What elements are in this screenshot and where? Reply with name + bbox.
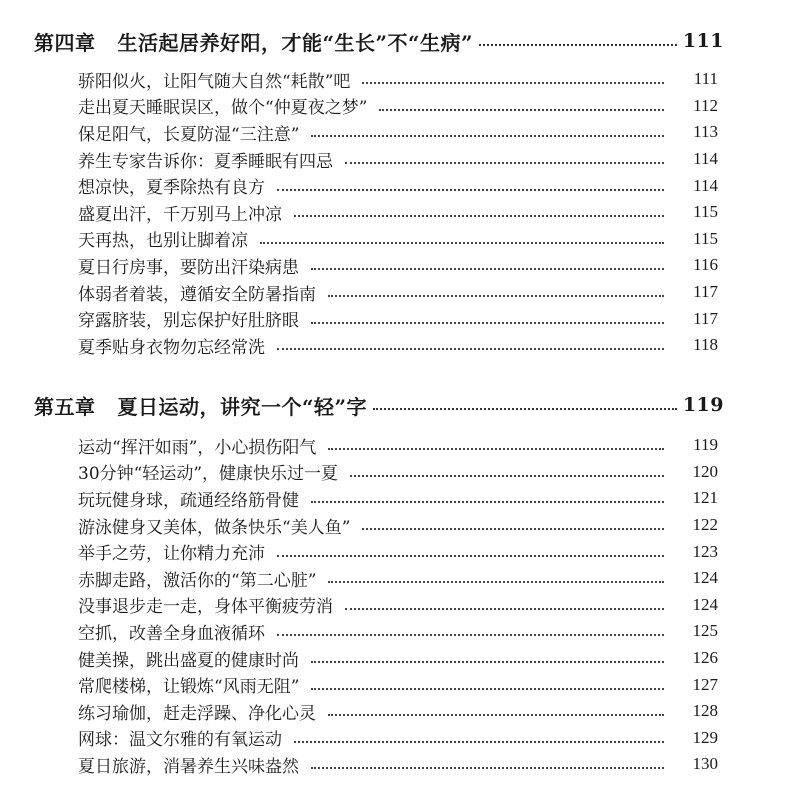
entry-page-number: 111 <box>693 69 718 89</box>
toc-entry <box>78 305 718 332</box>
entry-page-number: 128 <box>692 701 718 721</box>
entry-title: 穿露脐装，别忘保护好肚脐眼 <box>78 311 299 332</box>
entry-title: 游泳健身又美体，做条快乐“美人鱼” <box>78 517 351 538</box>
entry-page-number: 115 <box>693 202 718 222</box>
dot-leader <box>294 741 664 743</box>
toc-entry <box>78 146 718 173</box>
entry-page-number: 127 <box>692 674 718 694</box>
entry-page-number: 117 <box>693 308 718 328</box>
entry-page-number: 116 <box>693 255 718 275</box>
entry-title: 举手之劳，让你精力充沛 <box>78 544 265 565</box>
dot-leader <box>345 608 664 610</box>
entry-title: 玩玩健身球，疏通经络筋骨健 <box>78 490 299 511</box>
chapter-heading-5 <box>34 388 724 422</box>
entry-title: 走出夏天睡眠误区，做个“仲夏夜之梦” <box>78 98 368 119</box>
dot-leader <box>311 322 664 324</box>
entry-page-number: 114 <box>693 175 718 195</box>
toc-entry <box>78 671 718 698</box>
chapter-number: 第四章 <box>34 30 96 55</box>
entry-title: 夏季贴身衣物勿忘经常洗 <box>78 337 265 358</box>
dot-leader <box>277 348 664 350</box>
toc-entry <box>78 618 718 645</box>
entry-title: 常爬楼梯，让锻炼“风雨无阻” <box>78 677 300 698</box>
entry-page-number: 119 <box>693 435 718 455</box>
entry-page-number: 118 <box>693 335 718 355</box>
dot-leader <box>311 661 664 663</box>
dot-leader <box>328 448 664 450</box>
dot-leader <box>294 215 664 217</box>
toc-entry <box>78 698 718 725</box>
entry-title: 赤脚走路，激活你的“第二心脏” <box>78 570 317 591</box>
dot-leader <box>277 555 664 557</box>
dot-leader <box>311 688 664 690</box>
toc-entry <box>78 725 718 752</box>
entry-page-number: 129 <box>692 727 718 747</box>
dot-leader <box>350 475 664 477</box>
chapter-5-entries <box>78 432 718 778</box>
dot-leader <box>311 135 664 137</box>
dot-leader <box>311 767 664 769</box>
entry-title: 空抓，改善全身血液循环 <box>78 623 265 644</box>
entry-title: 没事退步走一走，身体平衡疲劳消 <box>78 597 333 618</box>
dot-leader <box>362 82 664 84</box>
toc-entry <box>78 565 718 592</box>
dot-leader <box>277 634 664 636</box>
entry-title: 保足阳气，长夏防湿“三注意” <box>78 124 300 145</box>
chapter-title: 夏日运动，讲究一个“轻”字 <box>117 394 368 419</box>
dot-leader <box>311 501 664 503</box>
chapter-title: 生活起居养好阳，才能“生长”不“生病” <box>117 30 474 55</box>
dot-leader <box>328 295 664 297</box>
entry-page-number: 124 <box>692 594 718 614</box>
entry-title: 运动“挥汗如雨”，小心损伤阳气 <box>78 437 317 458</box>
dot-leader <box>260 242 664 244</box>
toc-entry <box>78 226 718 253</box>
entry-page-number: 115 <box>693 228 718 248</box>
entry-title: 体弱者着装，遵循安全防暑指南 <box>78 284 316 305</box>
entry-title: 骄阳似火，让阳气随大自然“耗散”吧 <box>78 71 351 92</box>
toc-entry <box>78 172 718 199</box>
dot-leader <box>328 714 664 716</box>
toc-entry <box>78 93 718 120</box>
entry-page-number: 113 <box>693 122 718 142</box>
toc-entry <box>78 279 718 306</box>
entry-title: 30分钟“轻运动”，健康快乐过一夏 <box>78 464 339 485</box>
toc-entry <box>78 66 718 93</box>
entry-page-number: 126 <box>692 648 718 668</box>
entry-title: 网球：温文尔雅的有氧运动 <box>78 730 282 751</box>
entry-title: 想凉快，夏季除热有良方 <box>78 178 265 199</box>
toc-entry <box>78 485 718 512</box>
chapter-page-number: 119 <box>682 394 724 416</box>
chapter-page-number: 111 <box>682 30 724 52</box>
entry-title: 夏日行房事，要防出汗染病患 <box>78 257 299 278</box>
toc-entry <box>78 432 718 459</box>
chapter-4-entries <box>78 66 718 359</box>
dot-leader <box>277 189 664 191</box>
toc-entry <box>78 645 718 672</box>
entry-page-number: 112 <box>693 95 718 115</box>
entry-page-number: 120 <box>692 461 718 481</box>
entry-title: 健美操，跳出盛夏的健康时尚 <box>78 650 299 671</box>
toc-entry <box>78 252 718 279</box>
entry-page-number: 123 <box>692 541 718 561</box>
entry-title: 养生专家告诉你：夏季睡眠有四忌 <box>78 151 333 172</box>
entry-title: 练习瑜伽，赶走浮躁、净化心灵 <box>78 703 316 724</box>
dot-leader <box>311 268 664 270</box>
dot-leader <box>479 44 677 46</box>
toc-entry <box>78 592 718 619</box>
entry-page-number: 114 <box>693 149 718 169</box>
entry-page-number: 122 <box>692 515 718 535</box>
chapter-number: 第五章 <box>34 394 96 419</box>
entry-page-number: 125 <box>692 621 718 641</box>
entry-title: 天再热，也别让脚着凉 <box>78 231 248 252</box>
toc-entry <box>78 332 718 359</box>
entry-page-number: 117 <box>693 282 718 302</box>
entry-page-number: 121 <box>692 488 718 508</box>
entry-page-number: 124 <box>692 568 718 588</box>
dot-leader <box>379 109 664 111</box>
entry-title: 夏日旅游，消暑养生兴味盎然 <box>78 756 299 777</box>
toc-entry <box>78 459 718 486</box>
toc-entry <box>78 199 718 226</box>
toc-entry <box>78 751 718 778</box>
toc-entry <box>78 538 718 565</box>
entry-page-number: 130 <box>692 754 718 774</box>
chapter-heading-4 <box>34 24 724 58</box>
entry-title: 盛夏出汗，千万别马上冲凉 <box>78 204 282 225</box>
toc-entry <box>78 119 718 146</box>
toc-entry <box>78 512 718 539</box>
dot-leader <box>362 528 664 530</box>
dot-leader <box>373 408 677 410</box>
dot-leader <box>328 581 664 583</box>
dot-leader <box>345 162 664 164</box>
